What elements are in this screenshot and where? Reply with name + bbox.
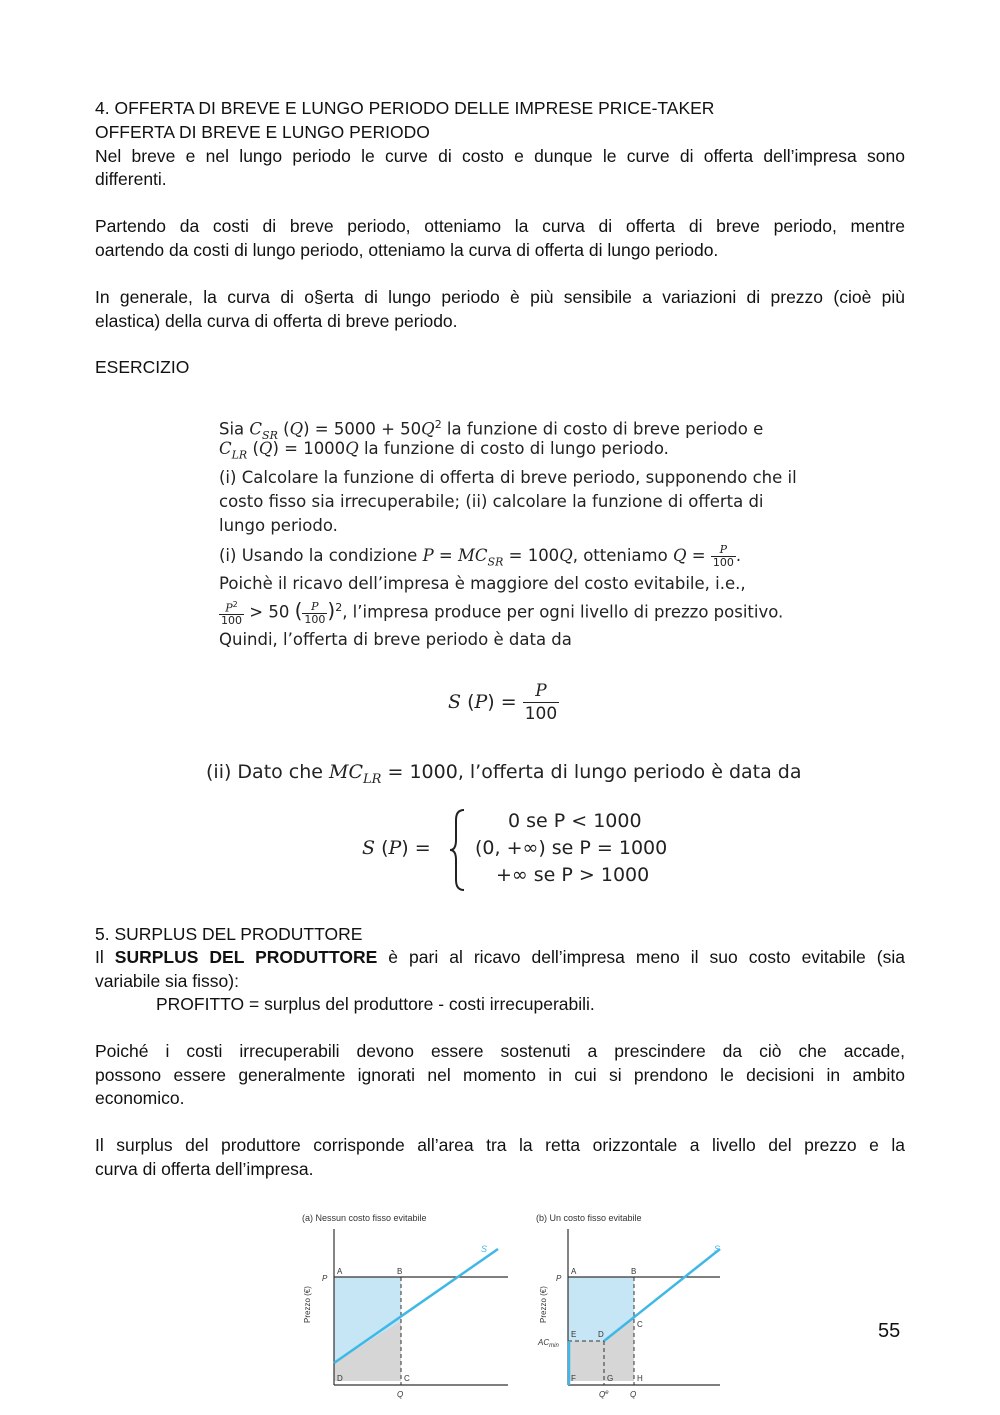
acmin-label: $AC_{min}$	[538, 1338, 559, 1349]
exercise-line: $C_{LR}$ (Q) = 1000Q la funzione di costo di lungo periodo.	[219, 439, 669, 462]
paragraph-line: differenti.	[95, 169, 167, 189]
point-b: B	[397, 1267, 403, 1276]
point-f: F	[571, 1374, 576, 1383]
paragraph-line: Partendo da costi di breve periodo, otteniamo la curva di offerta di breve periodo, mentre	[95, 216, 905, 236]
point-c-b: C	[637, 1320, 643, 1329]
quantity-label-a: Q	[397, 1390, 404, 1399]
point-c: C	[404, 1374, 410, 1383]
section-5-heading: 5. SURPLUS DEL PRODUTTORE	[95, 924, 363, 944]
curly-brace-icon	[448, 808, 468, 892]
paragraph-line: oartendo da costi di lungo periodo, otteniamo la curva di offerta di lungo periodo.	[95, 240, 719, 260]
paragraph-line: possono essere generalmente ignorati nel momento in cui si prendono le decisioni in ambito	[95, 1065, 905, 1085]
point-a-b: A	[571, 1267, 577, 1276]
panel-b-title: (b) Un costo fisso evitabile	[536, 1213, 642, 1223]
exercise-line: Sia $C_{SR}$ $(Q) = 5000 + 50Q^2$ la funzione di costo di breve periodo e	[219, 418, 764, 442]
price-label-a: P	[322, 1274, 328, 1283]
price-label-b: P	[556, 1274, 562, 1283]
panel-b-ylabel: Prezzo (€)	[539, 1286, 548, 1323]
page-number: 55	[878, 1320, 901, 1342]
short-run-supply-formula: S (P) = $\frac{P}{100}$	[448, 681, 558, 724]
panel-a-title: (a) Nessun costo fisso evitabile	[302, 1213, 427, 1223]
paragraph-line: In generale, la curva di o§erta di lungo periodo è più sensibile a variazioni di prezzo (cioè più	[95, 287, 905, 307]
long-run-case-3: +∞ se P > 1000	[496, 864, 650, 886]
exercise-line: Poichè il ricavo dell’impresa è maggiore del costo evitabile, i.e.,	[219, 574, 746, 593]
profit-formula: PROFITTO = surplus del produttore - costi irrecuperabili.	[156, 994, 595, 1014]
paragraph-line: Il SURPLUS DEL PRODUTTORE è pari al ricavo dell’impresa meno il suo costo evitabile (sia	[95, 947, 905, 967]
point-a: A	[337, 1267, 343, 1276]
exercise-line: costo fisso sia irrecuperabile; (ii) calcolare la funzione di offerta di	[219, 492, 764, 511]
point-d-b: D	[598, 1330, 604, 1339]
exercise-line: (i) Calcolare la funzione di offerta di breve periodo, supponendo che il	[219, 468, 797, 487]
point-h: H	[637, 1374, 643, 1383]
long-run-case-1: 0 se P < 1000	[508, 810, 642, 832]
long-run-case-2: (0, +∞) se P = 1000	[475, 837, 668, 859]
section-4-heading: 4. OFFERTA DI BREVE E LUNGO PERIODO DELLE IMPRESE PRICE-TAKER	[95, 98, 715, 118]
point-g: G	[607, 1374, 614, 1383]
paragraph-line: Poiché i costi irrecuperabili devono essere sostenuti a prescindere da ciò che accade,	[95, 1041, 905, 1061]
paragraph-line: economico.	[95, 1088, 185, 1108]
point-b-b: B	[631, 1267, 637, 1276]
paragraph-line: variabile sia fisso):	[95, 971, 239, 991]
long-run-supply-lhs: S (P) =	[362, 837, 431, 859]
paragraph-line: elastica) della curva di offerta di breve periodo.	[95, 311, 458, 331]
exercise-line: lungo periodo.	[219, 516, 338, 535]
section-4-subheading: OFFERTA DI BREVE E LUNGO PERIODO	[95, 122, 430, 142]
exercise-label: ESERCIZIO	[95, 357, 190, 377]
exercise-line: (i) Usando la condizione $P = MC_{SR} = 100Q$, otteniamo Q = $\frac{P}{100}$ .	[219, 543, 742, 569]
exercise-line: $\frac{P^2}{100}$ > 50 ( $\frac{P}{100}$ )$^2$, l’impresa produce per ogni livello di prezzo positivo.	[221, 598, 784, 628]
quantity-label-b: Q	[630, 1390, 637, 1399]
producer-surplus-figure	[290, 1205, 740, 1415]
exercise-line: Quindi, l’offerta di breve periodo è data da	[219, 630, 572, 649]
supply-label-b: S	[714, 1244, 721, 1254]
paragraph-line: Il surplus del produttore corrisponde all’area tra la retta orizzontale a livello del prezzo e la	[95, 1135, 905, 1155]
supply-label-a: S	[481, 1244, 488, 1254]
paragraph-line: curva di offerta dell’impresa.	[95, 1159, 314, 1179]
paragraph-line: Nel breve e nel lungo periodo le curve di costo e dunque le curve di offerta dell’impresa sono	[95, 146, 905, 166]
exercise-line: (ii) Dato che $MC_{LR} = 1000$, l’offerta di lungo periodo è data da	[206, 761, 802, 787]
point-e: E	[571, 1330, 577, 1339]
panel-a-ylabel: Prezzo (€)	[303, 1286, 312, 1323]
point-d: D	[337, 1374, 343, 1383]
qe-label: $Q^e$	[599, 1390, 609, 1399]
